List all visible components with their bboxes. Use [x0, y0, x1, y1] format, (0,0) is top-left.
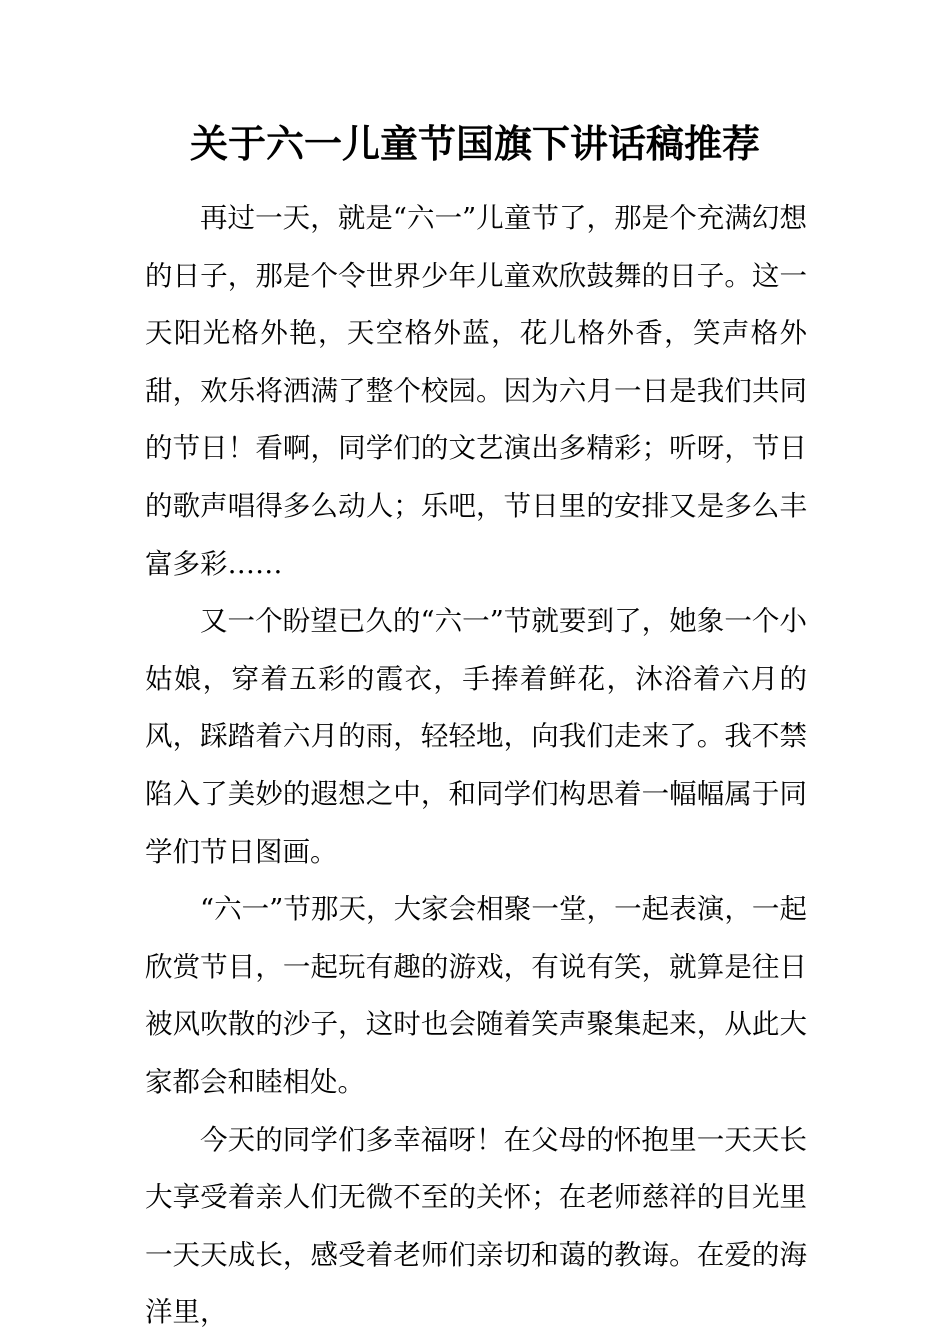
- paragraph-4: 今天的同学们多幸福呀！在父母的怀抱里一天天长大享受着亲人们无微不至的关怀；在老师慈祥的目光里一天天成长，感受着老师们亲切和蔼的教诲。在爱的海洋里，: [145, 1123, 807, 1329]
- document-title: 关于六一儿童节国旗下讲话稿推荐: [189, 121, 760, 166]
- paragraph-1: 再过一天，就是“六一”儿童节了，那是个充满幻想的日子，那是个令世界少年儿童欢欣鼓舞的日子。这一天阳光格外艳，天空格外蓝，花儿格外香，笑声格外甜，欢乐将洒满了整个校园。因为六月一日是我们共同的节日！看啊，同学们的文艺演出多精彩；听呀，节日的歌声唱得多么动人；乐吧，节日里的安排又是多么丰富多彩……: [145, 202, 807, 580]
- paragraph-3: “六一”节那天，大家会相聚一堂，一起表演，一起欣赏节目，一起玩有趣的游戏，有说有笑，就算是往日被风吹散的沙子，这时也会随着笑声聚集起来，从此大家都会和睦相处。: [145, 893, 807, 1098]
- paragraph-2: 又一个盼望已久的“六一”节就要到了，她象一个小姑娘，穿着五彩的霞衣，手捧着鲜花，沐浴着六月的风，踩踏着六月的雨，轻轻地，向我们走来了。我不禁陷入了美妙的遐想之中，和同学们构思着一幅幅属于同学们节日图画。: [145, 605, 807, 868]
- document-body: [145, 190, 807, 1342]
